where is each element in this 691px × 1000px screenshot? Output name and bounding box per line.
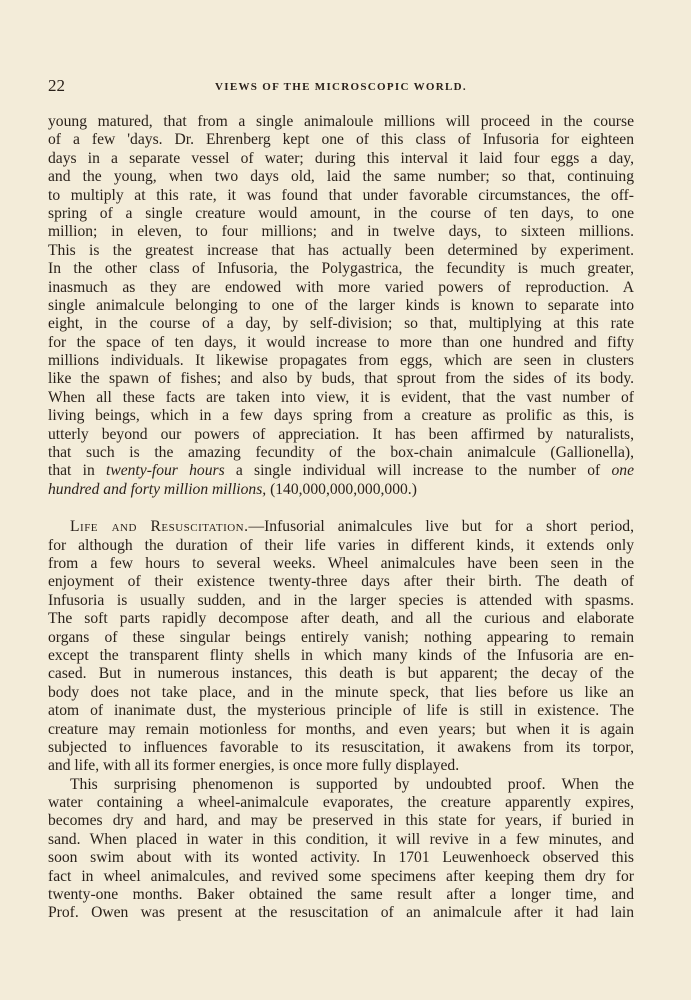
text-line: young matured, that from a single animaloule millions will proceed in the course — [48, 113, 634, 130]
text-line: When all these facts are taken into view, it is evident, that the vast number of — [48, 388, 634, 406]
text-line: This surprising phenomenon is supported by undoubted proof. When the — [70, 775, 634, 793]
text-run: —Infusorial animalcules live but for a short period, — [248, 518, 634, 536]
text-line: to multiply at this rate, it was found that under favorable circumstances, the off- — [48, 186, 634, 204]
text-line: This is the greatest increase that has actually been determined by experiment. — [48, 241, 634, 259]
text-line: subjected to influences favorable to its resuscitation, it awakens from its torpor, — [48, 738, 634, 756]
text-line: organs of these singular beings entirely vanish; nothing appearing to remain — [48, 628, 634, 646]
page-number: 22 — [48, 76, 65, 95]
page-header — [48, 76, 634, 98]
text-line: millions individuals. It likewise propagates from eggs, which are seen in clusters — [48, 352, 634, 370]
italic-phrase: twenty-four hours — [105, 462, 225, 480]
italic-phrase: one — [611, 462, 634, 480]
text-line: single animalcule belonging to one of the larger kinds is known to separate into — [48, 296, 634, 314]
paragraph-life-resuscitation — [48, 518, 634, 775]
text-line: utterly beyond our powers of appreciation. It has been affirmed by naturalists, — [48, 425, 634, 443]
section-heading: Life and Resuscitation. — [70, 518, 249, 536]
text-line: Infusoria is usually sudden, and in the larger species is attended with spasms. — [48, 591, 634, 609]
text-line: sand. When placed in water in this condition, it will revive in a few minutes, and — [48, 830, 634, 848]
text-line: becomes dry and hard, and may be preserved in this state for years, if buried in — [48, 812, 634, 830]
text-line — [48, 481, 634, 499]
text-line: for the space of ten days, it would increase to more than one hundred and fifty — [48, 333, 634, 351]
text-line: for although the duration of their life varies in different kinds, it extends only — [48, 536, 634, 554]
text-line: The soft parts rapidly decompose after death, and all the curious and elaborate — [48, 610, 634, 628]
text-line: of a few 'days. Dr. Ehrenberg kept one of this class of Infusoria for eighteen — [48, 131, 634, 149]
text-run: that in — [48, 462, 106, 480]
text-line: In the other class of Infusoria, the Polygastrica, the fecundity is much greater, — [48, 260, 634, 278]
paragraph-fecundity — [48, 113, 634, 499]
text-line: except the transparent flinty shells in which many kinds of the Infusoria are en- — [48, 646, 634, 664]
text-line: enjoyment of their existence twenty-three days after their birth. The death of — [48, 573, 634, 591]
text-line: body does not take place, and in the minute speck, that lies before us like an — [48, 683, 634, 701]
text-line: spring of a single creature would amount, in the course of ten days, to one — [48, 204, 634, 222]
text-line: eight, in the course of a day, by self-division; so that, multiplying at this rate — [48, 315, 634, 333]
text-line: inasmuch as they are endowed with more varied powers of reproduction. A — [48, 278, 634, 296]
text-line: that such is the amazing fecundity of the box-chain animalcule (Gallionella), — [48, 444, 634, 462]
page-body — [48, 113, 634, 923]
text-line: and life, with all its former energies, is once more fully displayed. — [48, 757, 460, 775]
text-line: cased. But in numerous instances, this death is but apparent; the decay of the — [48, 665, 634, 683]
text-line — [48, 518, 634, 536]
italic-phrase: hundred and forty million millions, — [48, 480, 267, 498]
paragraph-gap — [48, 499, 634, 518]
text-line: and the young, when two days old, laid the same number; so that, continuing — [48, 168, 634, 186]
paragraph-phenomenon — [48, 776, 634, 923]
text-run: a single individual will increase to the number of — [224, 462, 612, 480]
text-line: living beings, which in a few days spring from a creature as prolific as this, is — [48, 407, 634, 425]
text-line: soon swim about with its wonted activity. In 1701 Leuwenhoeck observed this — [48, 849, 634, 867]
text-line: Prof. Owen was present at the resuscitation of an animalcule after it had lain — [48, 904, 634, 922]
text-line — [48, 462, 634, 480]
text-line: atom of inanimate dust, the mysterious principle of life is still in existence. The — [48, 702, 634, 720]
text-line: creature may remain motionless for months, and even years; but when it is again — [48, 720, 634, 738]
text-line: million; in eleven, to four millions; and in twelve days, to sixteen millions. — [48, 223, 634, 241]
text-line: from a few hours to several weeks. Wheel animalcules have been seen in the — [48, 554, 634, 572]
text-line: fact in wheel animalcules, and revived some specimens after keeping them dry for — [48, 867, 634, 885]
text-line: like the spawn of fishes; and also by buds, that sprout from the sides of its body. — [48, 370, 634, 388]
text-line: days in a separate vessel of water; during this interval it laid four eggs a day, — [48, 149, 634, 167]
text-line: twenty-one months. Baker obtained the same result after a longer time, and — [48, 886, 634, 904]
running-title: VIEWS OF THE MICROSCOPIC WORLD. — [215, 81, 467, 93]
text-line: water containing a wheel-animalcule evaporates, the creature apparently expires, — [48, 794, 634, 812]
text-run: (140,000,000,000,000.) — [266, 480, 417, 498]
